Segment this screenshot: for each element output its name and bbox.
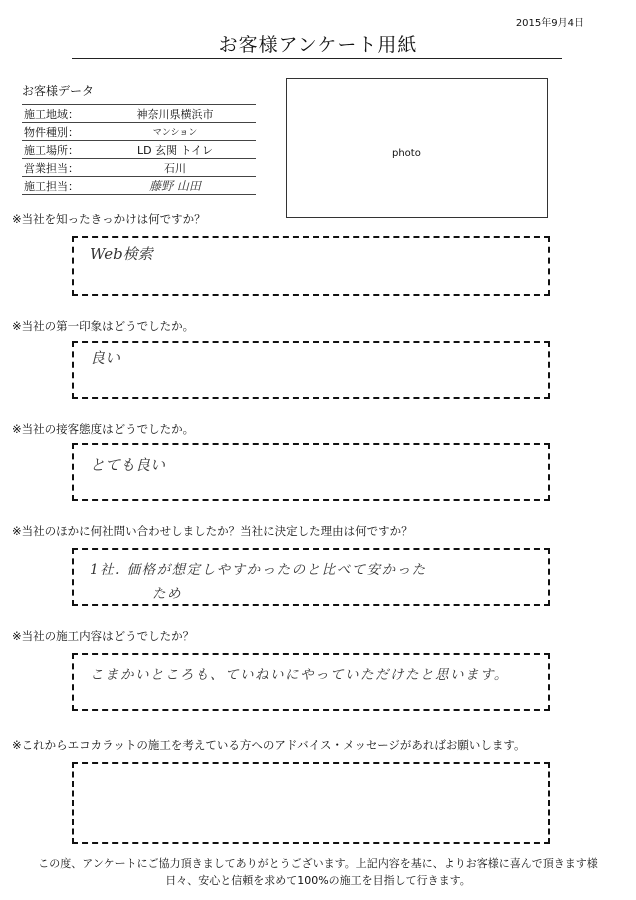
answer-box-2 [72, 341, 550, 399]
info-value: LD 玄関 トイレ [136, 143, 214, 157]
question-5: ※当社の施工内容はどうでしたか？ [12, 629, 195, 643]
info-value: マンション [152, 128, 198, 138]
info-key: 施工場所： [24, 143, 79, 157]
question-6: ※これからエコカラットの施工を考えている方へのアドバイス・メッセージがあればお願いします。 [12, 738, 526, 752]
info-value-handwritten: 藤野 山田 [149, 179, 201, 193]
customer-data-label: お客様データ [22, 84, 95, 98]
answer-box-6 [72, 762, 550, 844]
info-value: 神奈川県横浜市 [136, 107, 214, 121]
answer-4-line-2: ため [152, 586, 182, 602]
question-1: ※当社を知ったきっかけは何ですか？ [12, 212, 206, 226]
footer-line-2: 日々、安心と信頼を求めて100%の施工を目指して行きます。 [165, 874, 471, 887]
answer-2: 良い [90, 349, 121, 367]
answer-3: とても良い [90, 456, 166, 474]
info-value: 石川 [164, 161, 186, 175]
footer-line-1: この度、アンケートにご協力頂きましてありがとうございます。上記内容を基に、よりお客様に喜んで頂きます様 [38, 857, 598, 870]
info-row-location [22, 140, 256, 158]
info-key: 施工担当： [24, 179, 79, 193]
question-3: ※当社の接客態度はどうでしたか。 [12, 422, 195, 436]
info-row-installer [22, 176, 256, 195]
customer-data-table [22, 104, 256, 195]
title-underline [72, 58, 562, 59]
photo-label: photo [392, 148, 421, 159]
info-row-property-type [22, 122, 256, 140]
page-title: お客様アンケート用紙 [218, 34, 418, 56]
answer-4-line-1: 1社. 価格が想定しやすかったのと比べて安かった [90, 562, 427, 578]
info-row-sales-rep [22, 158, 256, 176]
info-key: 施工地域： [24, 107, 79, 121]
question-4: ※当社のほかに何社問い合わせしましたか？当社に決定した理由は何ですか？ [12, 524, 413, 538]
info-key: 営業担当： [24, 161, 79, 175]
document-date: 2015年9月4日 [515, 18, 584, 29]
info-row-area [22, 104, 256, 122]
answer-1: Web検索 [90, 245, 153, 263]
info-key: 物件種別： [24, 125, 79, 139]
answer-5: こまかいところも、ていねいにやっていただけたと思います。 [90, 667, 509, 683]
question-2: ※当社の第一印象はどうでしたか。 [12, 319, 195, 333]
